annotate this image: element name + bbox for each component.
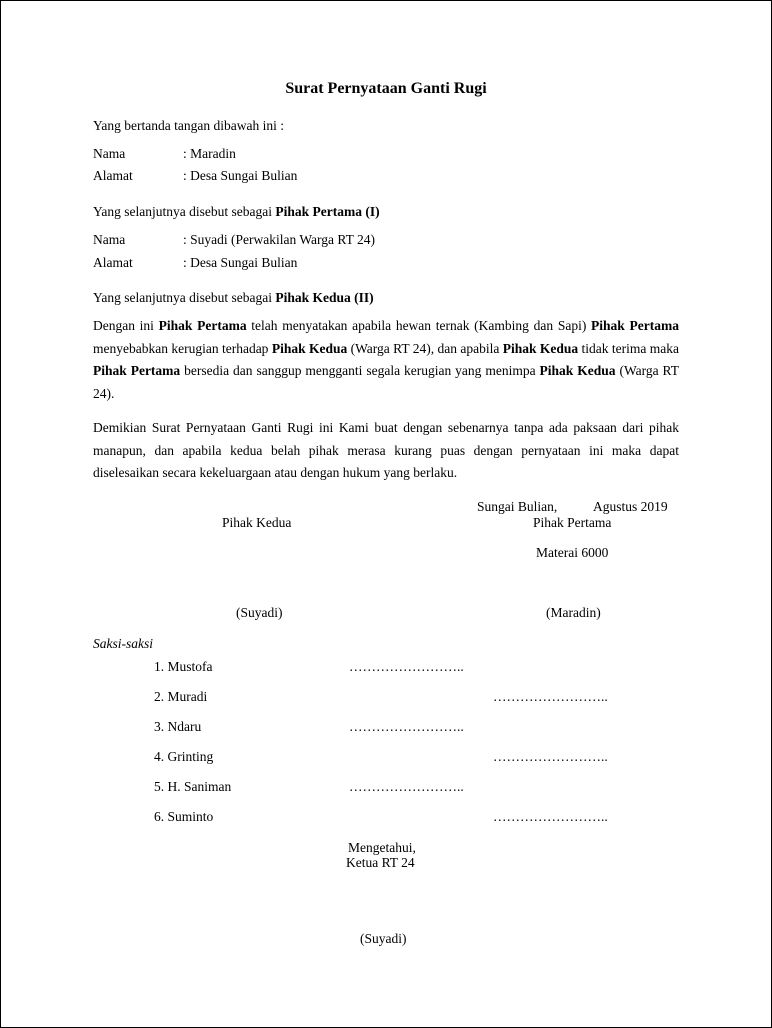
witnesses-heading [93, 635, 153, 653]
witness-signature-line: …………………….. [349, 779, 464, 794]
statement-bold: Pihak Pertama [158, 318, 247, 333]
right-signer-name: (Maradin) [546, 605, 601, 620]
witness-signature-line: …………………….. [493, 809, 608, 824]
party2-address-value: : Desa Sungai Bulian [183, 255, 298, 270]
statement-text: Dengan ini [93, 318, 159, 333]
statement-text: telah menyatakan apabila hewan ternak (Kambing dan Sapi) [246, 318, 592, 333]
party2-name-value: : Suyadi (Perwakilan Warga RT 24) [183, 232, 375, 247]
witness-signature-line: …………………….. [349, 719, 464, 734]
stamp-label: Materai 6000 [536, 545, 609, 560]
intro-text: Yang bertanda tangan dibawah ini : [93, 118, 284, 133]
party1-address-value: : Desa Sungai Bulian [183, 168, 298, 183]
witness-name: 3. Ndaru [154, 719, 202, 734]
party2-name-label: Nama [93, 232, 126, 247]
witness-name: 2. Muradi [154, 689, 208, 704]
statement-paragraph [93, 315, 679, 405]
acknowledgment-signer-name: (Suyadi) [360, 931, 407, 946]
party2-designation-prefix: Yang selanjutnya disebut sebagai [93, 290, 276, 305]
witnesses-heading-text: Saksi-saksi [93, 636, 153, 651]
party1-designation [93, 203, 380, 221]
statement-bold: Pihak Kedua [502, 340, 579, 356]
closing-paragraph: Demikian Surat Pernyataan Ganti Rugi ini Kami buat dengan sebenarnya tanpa ada paksaan dari pihak manapun, dan apabila kedua belah pihak merasa kurang puas dengan pernyataan ini maka dapat diselesaikan secara kekeluargaan atau dengan hukum yang berlaku. [93, 420, 679, 480]
statement-bold: Pihak Pertama [591, 318, 679, 333]
party2-designation-bold: Pihak Kedua (II) [275, 290, 374, 305]
party1-name-value: : Maradin [183, 146, 236, 161]
right-signer-role: Pihak Pertama [533, 515, 612, 530]
party1-address-label: Alamat [93, 168, 133, 183]
document-title: Surat Pernyataan Ganti Rugi [285, 80, 487, 97]
statement-text: menyebabkan kerugian terhadap [93, 340, 272, 356]
place-text: Sungai Bulian, [477, 499, 558, 514]
statement-text: tidak terima maka [578, 340, 679, 356]
statement-bold: Pihak Kedua [271, 340, 348, 356]
witness-name: 6. Suminto [154, 809, 214, 824]
date-text: Agustus 2019 [593, 499, 668, 514]
statement-bold: Pihak Kedua [539, 363, 616, 378]
statement-text: (Warga RT 24). [93, 363, 679, 401]
witness-signature-line: …………………….. [493, 749, 608, 764]
party1-name-label: Nama [93, 146, 126, 161]
acknowledgment-label: Mengetahui, [348, 840, 416, 855]
statement-bold: Pihak Pertama [93, 363, 181, 378]
party1-designation-bold: Pihak Pertama (I) [275, 204, 380, 219]
party1-designation-prefix: Yang selanjutnya disebut sebagai [93, 204, 276, 219]
statement-text: bersedia dan sanggup mengganti segala kerugian yang menimpa [180, 363, 540, 378]
witness-signature-line: …………………….. [493, 689, 608, 704]
statement-text: (Warga RT 24), dan apabila [347, 340, 503, 356]
party2-address-label: Alamat [93, 255, 133, 270]
acknowledgment-role: Ketua RT 24 [346, 855, 415, 870]
left-signer-role: Pihak Kedua [222, 515, 292, 530]
witness-name: 1. Mustofa [154, 659, 213, 674]
left-signer-name: (Suyadi) [236, 605, 283, 620]
witness-name: 5. H. Saniman [154, 779, 232, 794]
witness-name: 4. Grinting [154, 749, 214, 764]
witness-signature-line: …………………….. [349, 659, 464, 674]
party2-designation [93, 289, 374, 307]
